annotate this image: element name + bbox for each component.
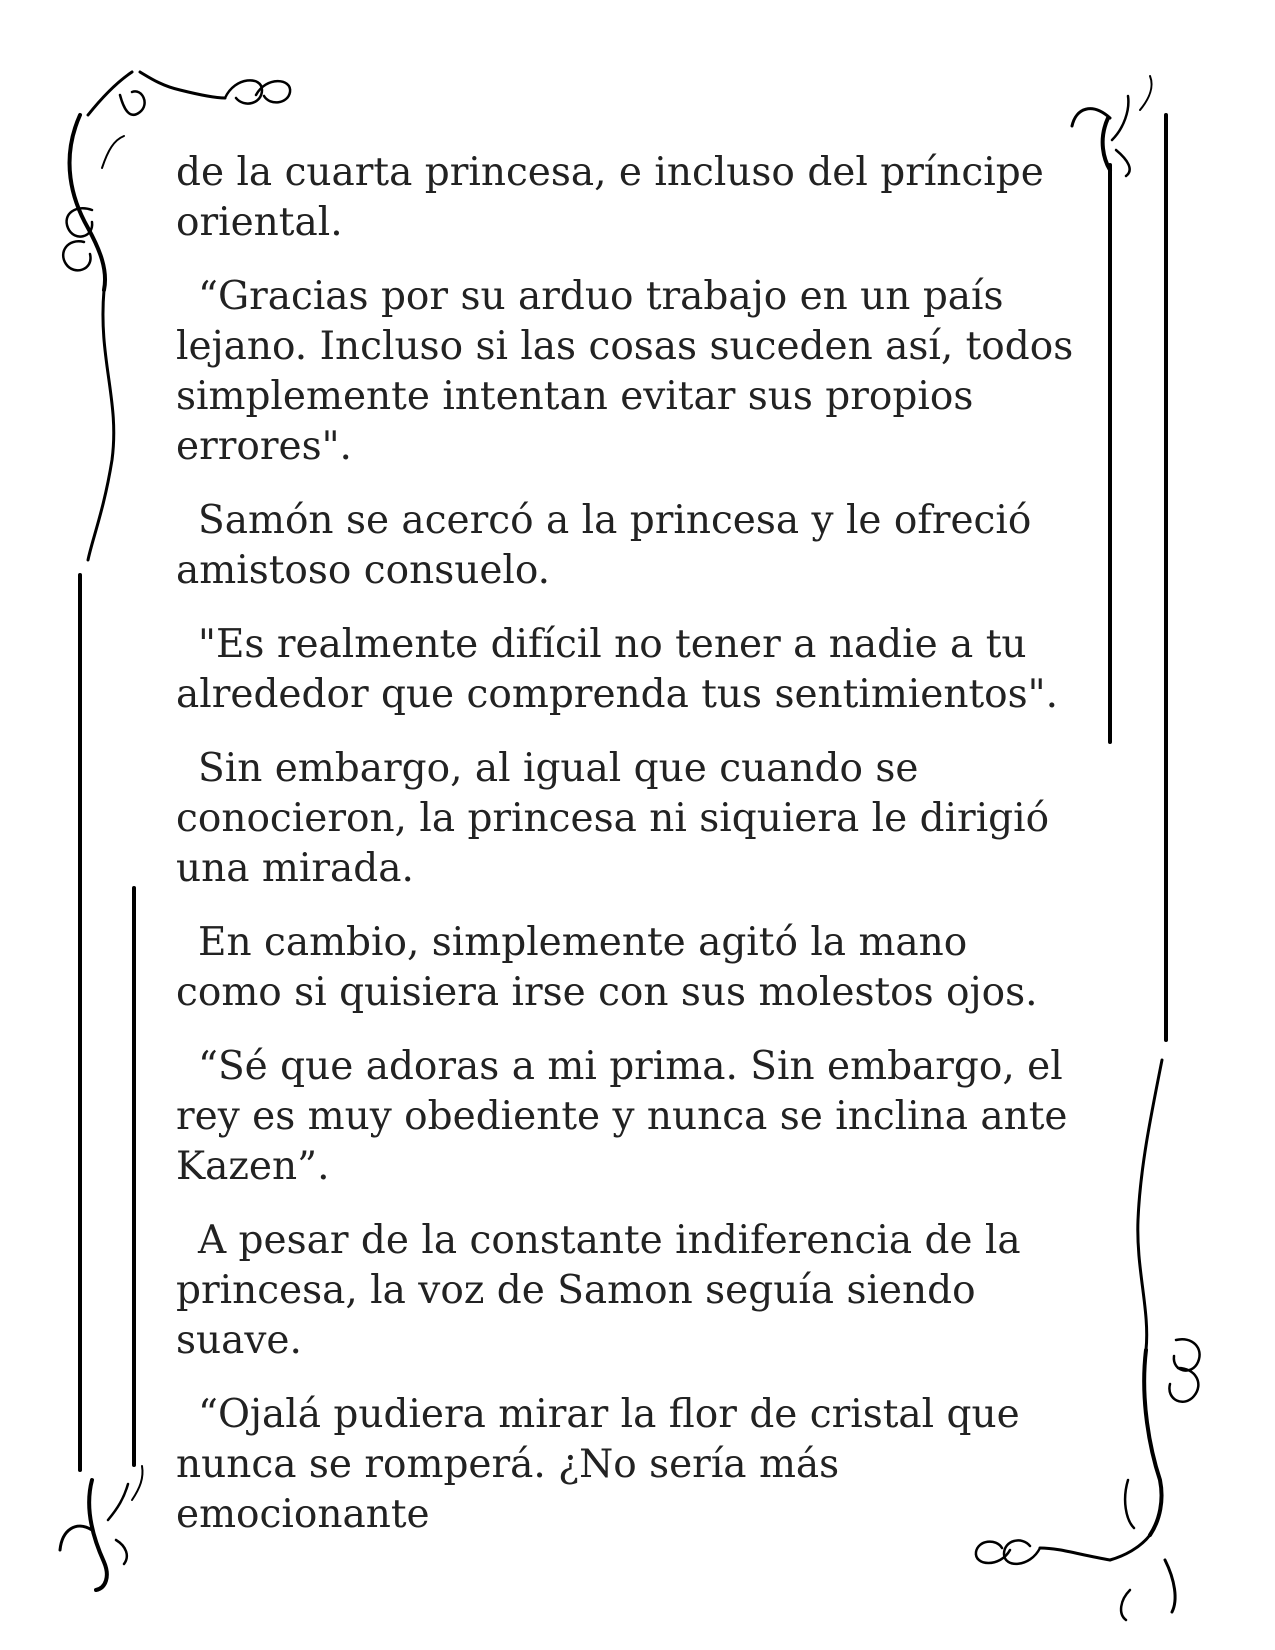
paragraph: Samón se acercó a la princesa y le ofreció amistoso consuelo.: [176, 498, 1032, 593]
bottom-left-flourish-icon: [60, 1466, 143, 1590]
paragraph: A pesar de la constante indiferencia de la princesa, la voz de Samon seguía siendo suave.: [176, 1218, 1021, 1363]
paragraph: de la cuarta princesa, e incluso del príncipe oriental.: [176, 150, 1044, 245]
paragraph: Sin embargo, al igual que cuando se conocieron, la princesa ni siquiera le dirigió una mirada.: [176, 746, 1050, 891]
paragraph: “Gracias por su arduo trabajo en un país lejano. Incluso si las cosas suceden así, todos simplemente intentan evitar sus propios errores".: [176, 274, 1074, 469]
top-right-flourish-icon: [1072, 76, 1152, 176]
paragraph: En cambio, simplemente agitó la mano como si quisiera irse con sus molestos ojos.: [176, 920, 1038, 1015]
body-text: [176, 148, 1081, 1564]
paragraph: "Es realmente difícil no tener a nadie a tu alrededor que comprenda tus sentimientos".: [176, 622, 1058, 717]
paragraph: “Ojalá pudiera mirar la flor de cristal que nunca se romperá. ¿No sería más emocionante: [176, 1392, 1020, 1537]
paragraph: “Sé que adoras a mi prima. Sin embargo, el rey es muy obediente y nunca se inclina ante Kazen”.: [176, 1044, 1068, 1189]
